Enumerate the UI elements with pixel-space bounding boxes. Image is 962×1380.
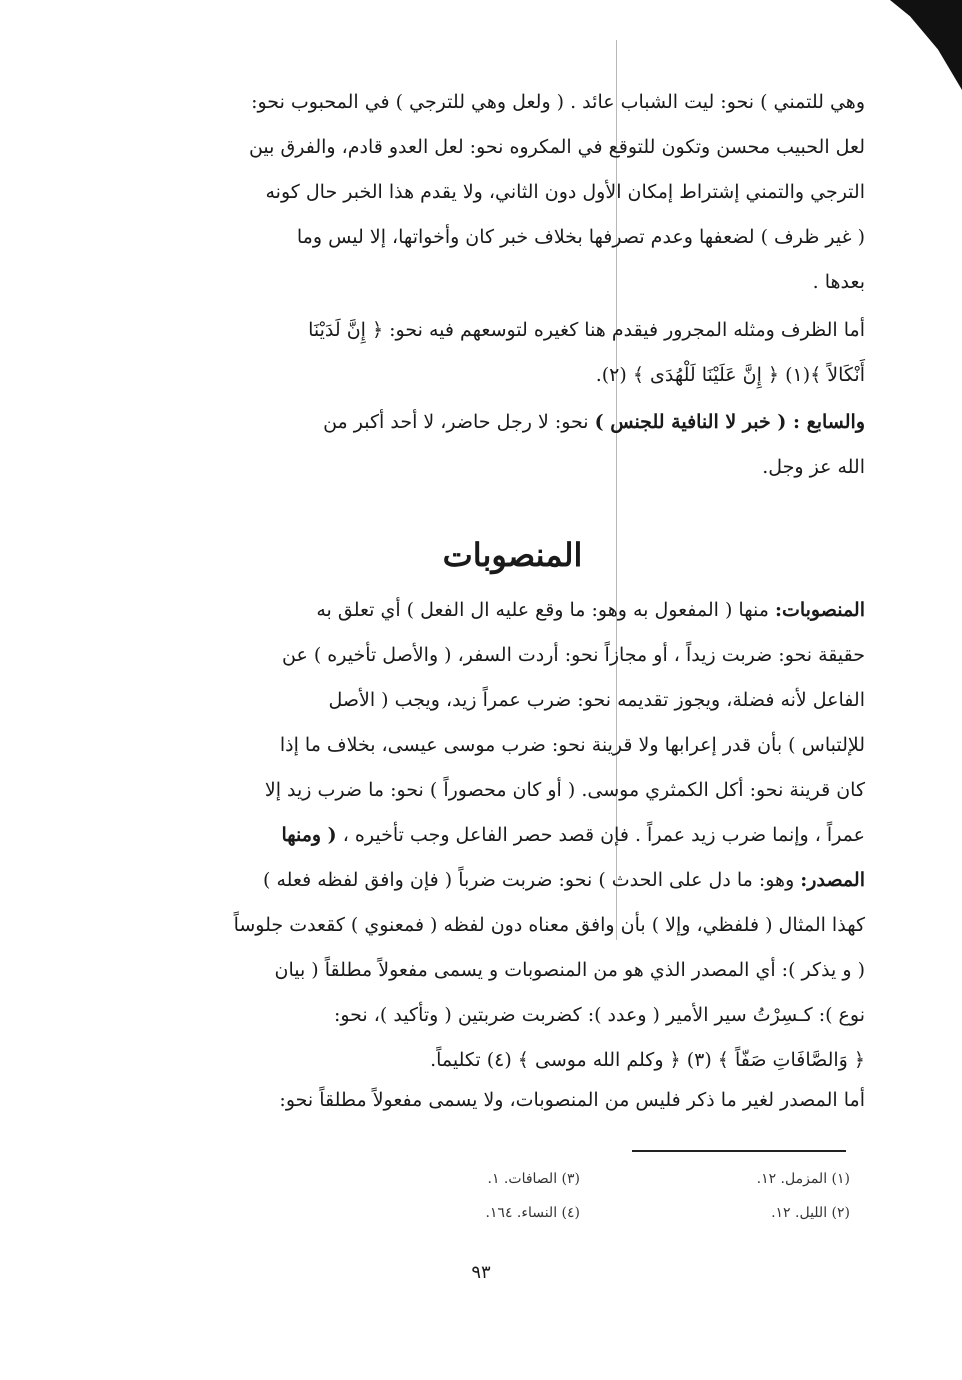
scan-corner-shadow [882, 0, 962, 90]
paragraph-masdar-other [160, 1078, 865, 1123]
bold-term: ( ومنها [281, 824, 337, 846]
paragraph-mansubat [160, 588, 865, 1083]
text-span: وهو: ما دل على الحدث ) نحو: ضربت ضرباً ( فإن وافق لفظه فعله ) [263, 869, 801, 891]
text-line: كهذا المثال ( فلفظي، وإلا ) بأن وافق معناه دون لفظه ( فمعنوي ) كقعدت جلوساً [233, 914, 865, 936]
text-span: منها ( المفعول به وهو: ما وقع عليه ال الفعل ) أي تعلق به [316, 599, 775, 621]
text-span: نحو: لا رجل حاضر، لا أحد أكبر من [323, 411, 595, 433]
bold-term: المنصوبات: [774, 599, 865, 621]
text-span: عمراً ، وإنما ضرب زيد عمراً . فإن قصد حصر الفاعل وجب تأخيره ، [336, 824, 865, 846]
footnote: (١) المزمل. ١٢. [756, 1171, 850, 1187]
text-line [160, 588, 865, 633]
paragraph-zarf-majrur [160, 308, 865, 398]
text-line: أَنْكَالاً ﴾(١) ﴿ إِنَّ عَلَيْنَا لَلْهُدَى ﴾ (٢). [595, 364, 865, 386]
paragraph-tamanni-tarajji [160, 80, 865, 305]
bold-term: المصدر: [800, 869, 865, 891]
footnote: (٢) الليل. ١٢. [771, 1205, 850, 1221]
text-line: الترجي والتمني إشتراط إمكان الأول دون الثاني، ولا يقدم هذا الخبر حال كونه [265, 181, 865, 203]
footnote: (٣) الصافات. ١. [487, 1171, 580, 1187]
text-line [160, 858, 865, 903]
paragraph-khabar-la-nafiya [160, 400, 865, 490]
text-line [160, 400, 865, 445]
text-line: نوع ): كـسِرْتُ سير الأمير ( وعدد ): كضربت ضربتين ( وتأكيد )، نحو: [333, 1004, 865, 1026]
page-number: ٩٣ [471, 1262, 491, 1283]
footnotes-column-right [650, 1162, 850, 1230]
text-line: ﴿ وَالصَّافَاتِ صَفّاً ﴾ (٣) ﴿ وكلم الله موسى ﴾ (٤) تكليماً. [430, 1049, 865, 1071]
text-line: أما المصدر لغير ما ذكر فليس من المنصوبات، ولا يسمى مفعولاً مطلقاً نحو: [279, 1089, 865, 1111]
text-line: كان قرينة نحو: أكل الكمثري موسى. ( أو كان محصوراً ) نحو: ما ضرب زيد إلا [264, 779, 865, 801]
text-line: للإلتباس ) بأن قدر إعرابها ولا قرينة نحو: ضرب موسى عيسى، بخلاف ما إذا [279, 734, 865, 756]
text-line: حقيقة نحو: ضربت زيداً ، أو مجازاً نحو: أردت السفر، ( والأصل تأخيره ) عن [281, 644, 865, 666]
text-line: وهي للتمني ) نحو: ليت الشباب عائد . ( ولعل وهي للترجي ) في المحبوب نحو: [251, 91, 865, 113]
footnote: (٤) النساء. ١٦٤. [485, 1205, 580, 1221]
footnotes-column-left [380, 1162, 580, 1230]
text-line: الله عز وجل. [762, 456, 865, 478]
footnote-divider [632, 1150, 846, 1152]
text-line: أما الظرف ومثله المجرور فيقدم هنا كغيره لتوسعهم فيه نحو: ﴿ إِنَّ لَدَيْنَا [308, 319, 865, 341]
bold-term: والسابع : ( خبر لا النافية للجنس ) [594, 411, 865, 433]
text-line: بعدها . [812, 271, 865, 293]
text-line: ( و يذكر ): أي المصدر الذي هو من المنصوبات و يسمى مفعولاً مطلقاً ( بيان [274, 959, 865, 981]
text-line [160, 813, 865, 858]
text-line: ( غير ظرف ) لضعفها وعدم تصرفها بخلاف خبر كان وأخواتها، إلا ليس وما [296, 226, 865, 248]
text-line: لعل الحبيب محسن وتكون للتوقع في المكروه نحو: لعل العدو قادم، والفرق بين [248, 136, 865, 158]
section-heading: المنصوبات [442, 536, 583, 574]
text-line: الفاعل لأنه فضلة، ويجوز تقديمه نحو: ضرب عمراً زيد، ويجب ( الأصل [328, 689, 865, 711]
